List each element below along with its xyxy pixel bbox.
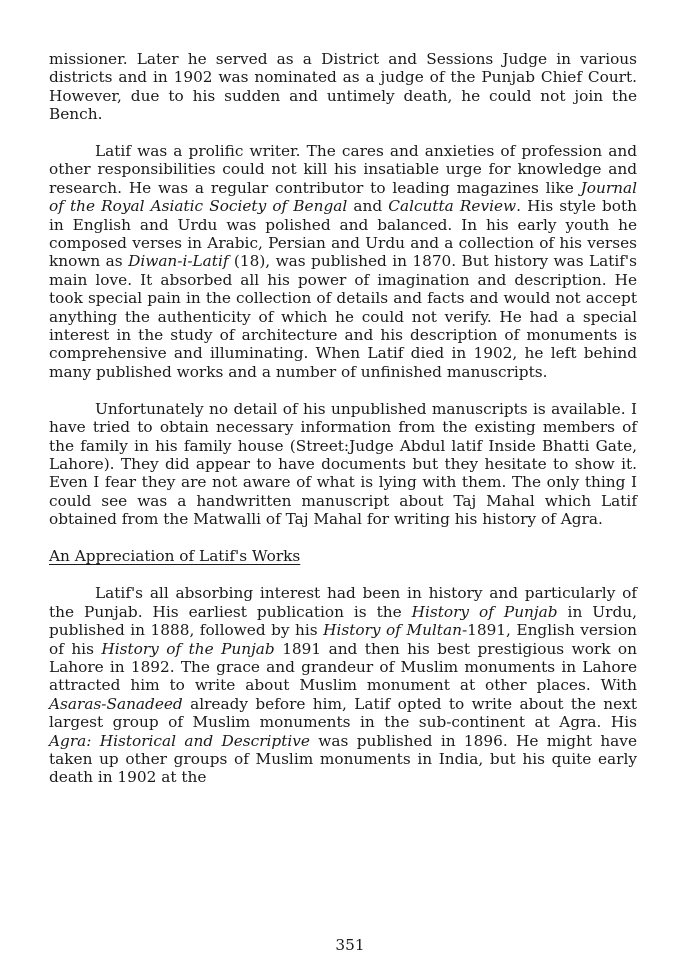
paragraph-2: Latif was a prolific writer. The cares and anxieties of profession and other responsibilities could not kill his insatiable urge for knowledge and research. He was a regular contributor to leading magazines like Journal of the Royal Asiatic Society of Bengal and Calcutta Review. His style both in English and Urdu was polished and balanced. In his early youth he composed verses in Arabic, Persian and Urdu and a collection of his verses known as Diwan-i-Latif (18), was published in 1870. But history was Latif's main love. It absorbed all his power of imagination and description. He took special pain in the collection of details and facts and would not accept anything the authenticity of which he could not verify. He had a special interest in the study of architecture and his description of monuments is comprehensive and illuminating. When Latif died in 1902, he left behind many published works and a number of unfinished manuscripts. (49, 142, 637, 381)
page-body (49, 50, 637, 787)
section-heading: An Appreciation of Latif's Works (49, 546, 301, 565)
page-number: 351 (335, 936, 365, 954)
paragraph-1: missioner. Later he served as a District and Sessions Judge in various districts and in 1902 was nominated as a judge of the Punjab Chief Court. However, due to his sudden and untimely death, he could not join the Bench. (49, 50, 637, 124)
paragraph-4: Latif's all absorbing interest had been in history and particularly of the Punjab. His earliest publication is the History of Punjab in Urdu, published in 1888, followed by his History of Multan-1891, English version of his History of the Punjab 1891 and then his best prestigious work on Lahore in 1892. The grace and grandeur of Muslim monuments in Lahore attracted him to write about Muslim monument at other places. With Asaras-Sanadeed already before him, Latif opted to write about the next largest group of Muslim monuments in the sub-continent at Agra. His Agra: Historical and Descriptive was published in 1896. He might have taken up other groups of Muslim monuments in India, but his quite early death in 1902 at the (49, 584, 638, 787)
paragraph-3: Unfortunately no detail of his unpublished manuscripts is available. I have tried to obtain necessary information from the existing members of the family in his family house (Street:Judge Abdul latif Inside Bhatti Gate, Lahore). They did appear to have documents but they hesitate to show it. Even I fear they are not aware of what is lying with them. The only thing I could see was a handwritten manuscript about Taj Mahal which Latif obtained from the Matwalli of Taj Mahal for writing his history of Agra. (49, 399, 637, 529)
